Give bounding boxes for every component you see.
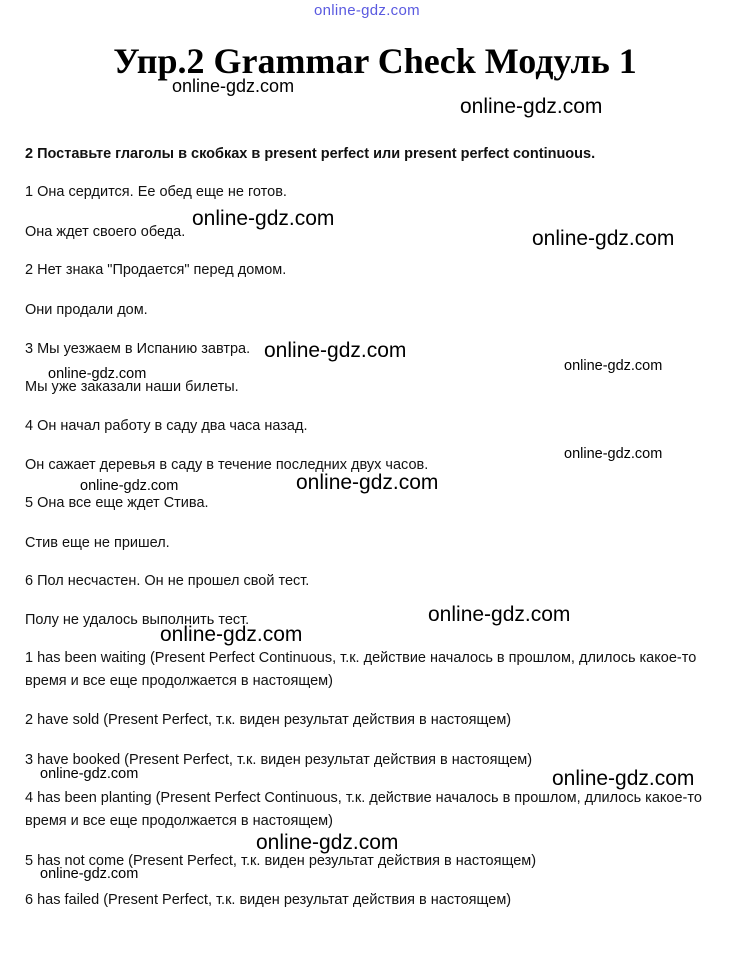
sentence-3a: 3 Мы уезжаем в Испанию завтра.	[25, 341, 251, 357]
answer-6: 6 has failed (Present Perfect, т.к. виден результат действия в настоящем)	[25, 892, 512, 908]
watermark: online-gdz.com	[296, 471, 439, 494]
sentence-2a: 2 Нет знака "Продается" перед домом.	[25, 262, 287, 278]
watermark: online-gdz.com	[40, 766, 139, 782]
sentence-6b: Полу не удалось выполнить тест.	[25, 612, 250, 628]
watermark: online-gdz.com	[564, 446, 663, 462]
answer-3: 3 have booked (Present Perfect, т.к. виден результат действия в настоящем)	[25, 752, 533, 768]
answer-5: 5 has not come (Present Perfect, т.к. виден результат действия в настоящем)	[25, 853, 537, 869]
page-title: Упр.2 Grammar Check Модуль 1	[113, 41, 637, 81]
sentence-4b: Он сажает деревья в саду в течение последних двух часов.	[25, 457, 429, 473]
watermark: online-gdz.com	[40, 866, 139, 882]
watermark: online-gdz.com	[192, 207, 335, 230]
watermark: online-gdz.com	[256, 831, 399, 854]
sentence-5a: 5 Она все еще ждет Стива.	[25, 495, 209, 511]
sentence-2b: Они продали дом.	[25, 302, 148, 318]
sentence-6a: 6 Пол несчастен. Он не прошел свой тест.	[25, 573, 310, 589]
watermark: online-gdz.com	[264, 339, 407, 362]
sentence-5b: Стив еще не пришел.	[25, 535, 170, 551]
watermark: online-gdz.com	[172, 76, 295, 96]
watermark: online-gdz.com	[564, 358, 663, 374]
watermark: online-gdz.com	[532, 227, 675, 250]
watermark: online-gdz.com	[80, 478, 179, 494]
sentence-1b: Она ждет своего обеда.	[25, 224, 186, 240]
watermark: online-gdz.com	[428, 603, 571, 626]
answer-2: 2 have sold (Present Perfect, т.к. виден результат действия в настоящем)	[25, 712, 512, 728]
task-heading: 2 Поставьте глаголы в скобках в present perfect или present perfect continuous.	[25, 146, 596, 162]
sentence-1a: 1 Она сердится. Ее обед еще не готов.	[25, 184, 287, 200]
top-watermark-link[interactable]: online-gdz.com	[314, 2, 420, 19]
sentence-3b: Мы уже заказали наши билеты.	[25, 379, 239, 395]
watermark: online-gdz.com	[160, 623, 303, 646]
sentence-4a: 4 Он начал работу в саду два часа назад.	[25, 418, 308, 434]
answer-1: 1 has been waiting (Present Perfect Continuous, т.к. действие началось в прошлом, длилось какое-то время и все еще продолжается в настоящем)	[25, 650, 697, 689]
answer-4: 4 has been planting (Present Perfect Continuous, т.к. действие началось в прошлом, длилось какое-то время и все еще продолжается в настоящем)	[25, 790, 702, 829]
watermark: online-gdz.com	[460, 95, 603, 118]
watermark: online-gdz.com	[552, 767, 695, 790]
watermark: online-gdz.com	[48, 366, 147, 382]
